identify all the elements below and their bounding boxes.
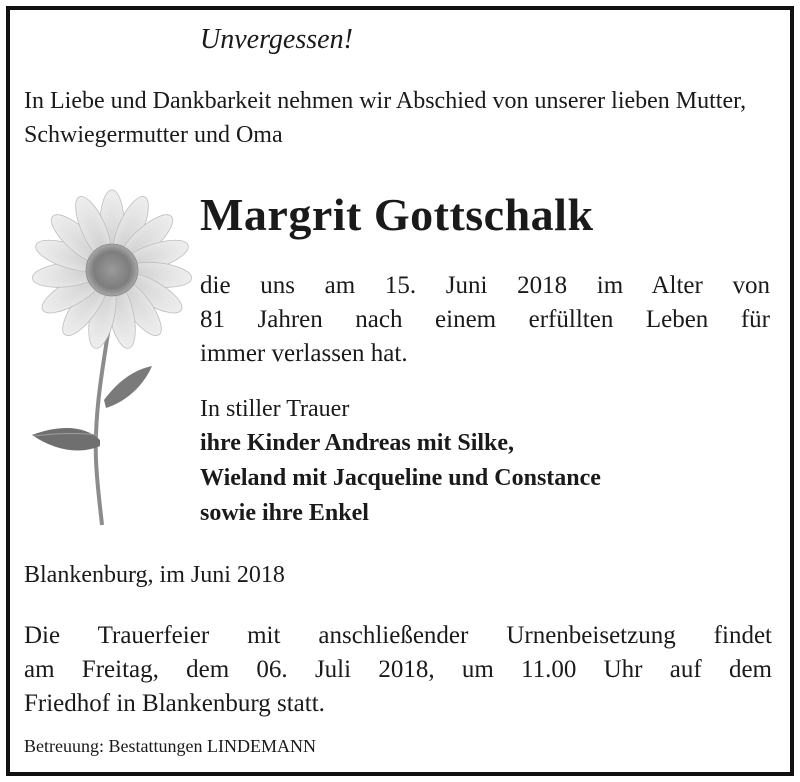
funeral-home-credit: Betreuung: Bestattungen LINDEMANN	[24, 736, 316, 756]
mourner-line: Wieland mit Jacqueline und Constance	[200, 465, 601, 491]
funeral-info-line: Die Trauerfeier mit anschließender Urnenbeisetzung findet	[24, 622, 772, 649]
deceased-name: Margrit Gottschalk	[200, 189, 594, 240]
intro-text: In Liebe und Dankbarkeit nehmen wir Abschied von unserer lieben Mutter, Schwiegermutter und Oma	[24, 88, 747, 148]
death-info-line: 81 Jahren nach einem erfüllten Leben für	[200, 306, 770, 333]
mourner-line: ihre Kinder Andreas mit Silke,	[200, 430, 515, 456]
funeral-info-line: am Freitag, dem 06. Juli 2018, um 11.00 Uhr auf dem	[24, 656, 772, 683]
death-info-line: die uns am 15. Juni 2018 im Alter von	[200, 272, 770, 299]
death-info-line: immer verlassen hat.	[200, 340, 408, 367]
place-date: Blankenburg, im Juni 2018	[24, 562, 285, 588]
mourner-line: sowie ihre Enkel	[200, 500, 369, 526]
funeral-info-line: Friedhof in Blankenburg statt.	[24, 690, 325, 717]
notice-header: Unvergessen!	[200, 24, 353, 55]
daisy-icon	[24, 180, 194, 530]
mourning-label: In stiller Trauer	[200, 396, 350, 422]
